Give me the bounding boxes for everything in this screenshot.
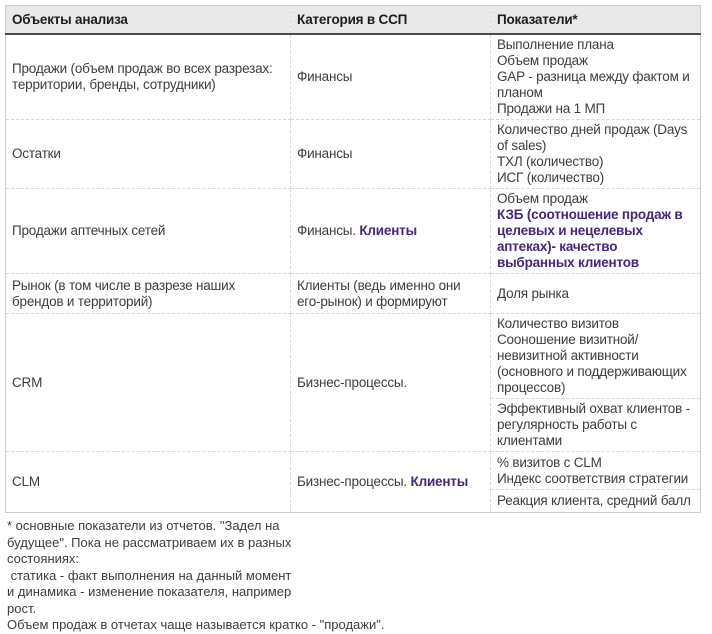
pharmacy-category-cell xyxy=(291,189,491,274)
table-row-crm xyxy=(6,314,701,399)
indicator-item-accent: КЗБ (соотношение продаж в целевых и нецелевых аптеках)- качество выбранных клиентов xyxy=(497,207,683,270)
table-row-market xyxy=(6,274,701,314)
indicator-item: ИСГ (количество) xyxy=(497,170,604,185)
col-header-indicators: Показатели* xyxy=(491,6,701,35)
indicator-item: % визитов с CLM xyxy=(497,454,602,470)
indicator-item: GAP - разница между фактом и планом xyxy=(497,69,690,100)
table-row-sales xyxy=(6,34,701,120)
stock-object-cell: Остатки xyxy=(6,120,291,189)
analysis-table xyxy=(5,5,701,513)
clm-category-cell xyxy=(291,452,491,513)
indicator-item: ТХЛ (количество) xyxy=(497,154,604,169)
indicator-item: Индекс соответствия стратегии xyxy=(497,470,689,486)
footnote xyxy=(5,518,705,634)
sales-indicators-cell xyxy=(491,34,701,120)
category-accent-text: Клиенты xyxy=(410,474,469,489)
table-row-clm xyxy=(6,452,701,490)
stock-indicators-cell xyxy=(491,120,701,189)
indicator-item: Сооношение визитной/невизитной активности (основного и поддерживающих процессов) xyxy=(497,332,687,395)
market-object-cell: Рынок (в том числе в разрезе наших брендов и территорий) xyxy=(6,274,291,314)
indicator-item: Объем продаж xyxy=(497,53,588,68)
indicator-item: Количество визитов xyxy=(497,316,619,331)
indicator-item: Выполнение плана xyxy=(497,37,614,52)
pharmacy-object-cell: Продажи аптечных сетей xyxy=(6,189,291,274)
clm-indicators-top-cell xyxy=(491,452,701,490)
indicator-item: Продажи на 1 МП xyxy=(497,101,606,116)
table-row-stock xyxy=(6,120,701,189)
stock-category-cell: Финансы xyxy=(291,120,491,189)
sales-object-cell: Продажи (объем продаж во всех разрезах: территории, бренды, сотрудники) xyxy=(6,34,291,120)
footnote-line: и динамика - изменение показателя, например xyxy=(7,584,292,599)
indicator-item: Доля рынка xyxy=(497,285,569,301)
category-text: Финансы. xyxy=(297,223,360,238)
market-indicators-cell xyxy=(491,274,701,314)
footnote-line: рост. xyxy=(7,600,37,616)
col-header-objects: Объекты анализа xyxy=(6,6,291,35)
category-text: Бизнес-процессы. xyxy=(297,474,411,489)
market-category-cell: Клиенты (ведь именно они его-рынок) и формируют xyxy=(291,274,491,314)
table-row-pharmacy-chains xyxy=(6,189,701,274)
crm-indicators-bottom-cell xyxy=(491,399,701,452)
crm-category-cell: Бизнес-процессы. xyxy=(291,314,491,452)
footnote-line: * основные показатели из отчетов. "Задел на xyxy=(7,518,280,533)
col-header-category: Категория в ССП xyxy=(291,6,491,35)
footnote-line: состояниях: xyxy=(7,551,80,566)
sales-category-cell: Финансы xyxy=(291,34,491,120)
pharmacy-indicators-cell xyxy=(491,189,701,274)
crm-object-cell: CRM xyxy=(6,314,291,452)
indicator-item: Реакция клиента, средний балл xyxy=(497,493,691,508)
footnote-line: Объем продаж в отчетах чаще называется кратко - "продажи". xyxy=(7,617,385,632)
indicator-item: Количество дней продаж (Days of sales) xyxy=(497,122,688,153)
category-accent-text: Клиенты xyxy=(359,223,417,238)
footnote-line: будущее". Пока не рассматриваем их в разных xyxy=(7,534,292,550)
clm-indicators-bottom-cell xyxy=(491,490,701,513)
clm-object-cell: CLM xyxy=(6,452,291,513)
indicator-item: Эффективный охват клиентов - регулярность работы с клиентами xyxy=(497,401,690,448)
table-header-row xyxy=(6,6,701,35)
footnote-line: статика - факт выполнения на данный момент xyxy=(7,567,292,583)
indicator-item: Объем продаж xyxy=(497,191,588,206)
crm-indicators-top-cell xyxy=(491,314,701,399)
